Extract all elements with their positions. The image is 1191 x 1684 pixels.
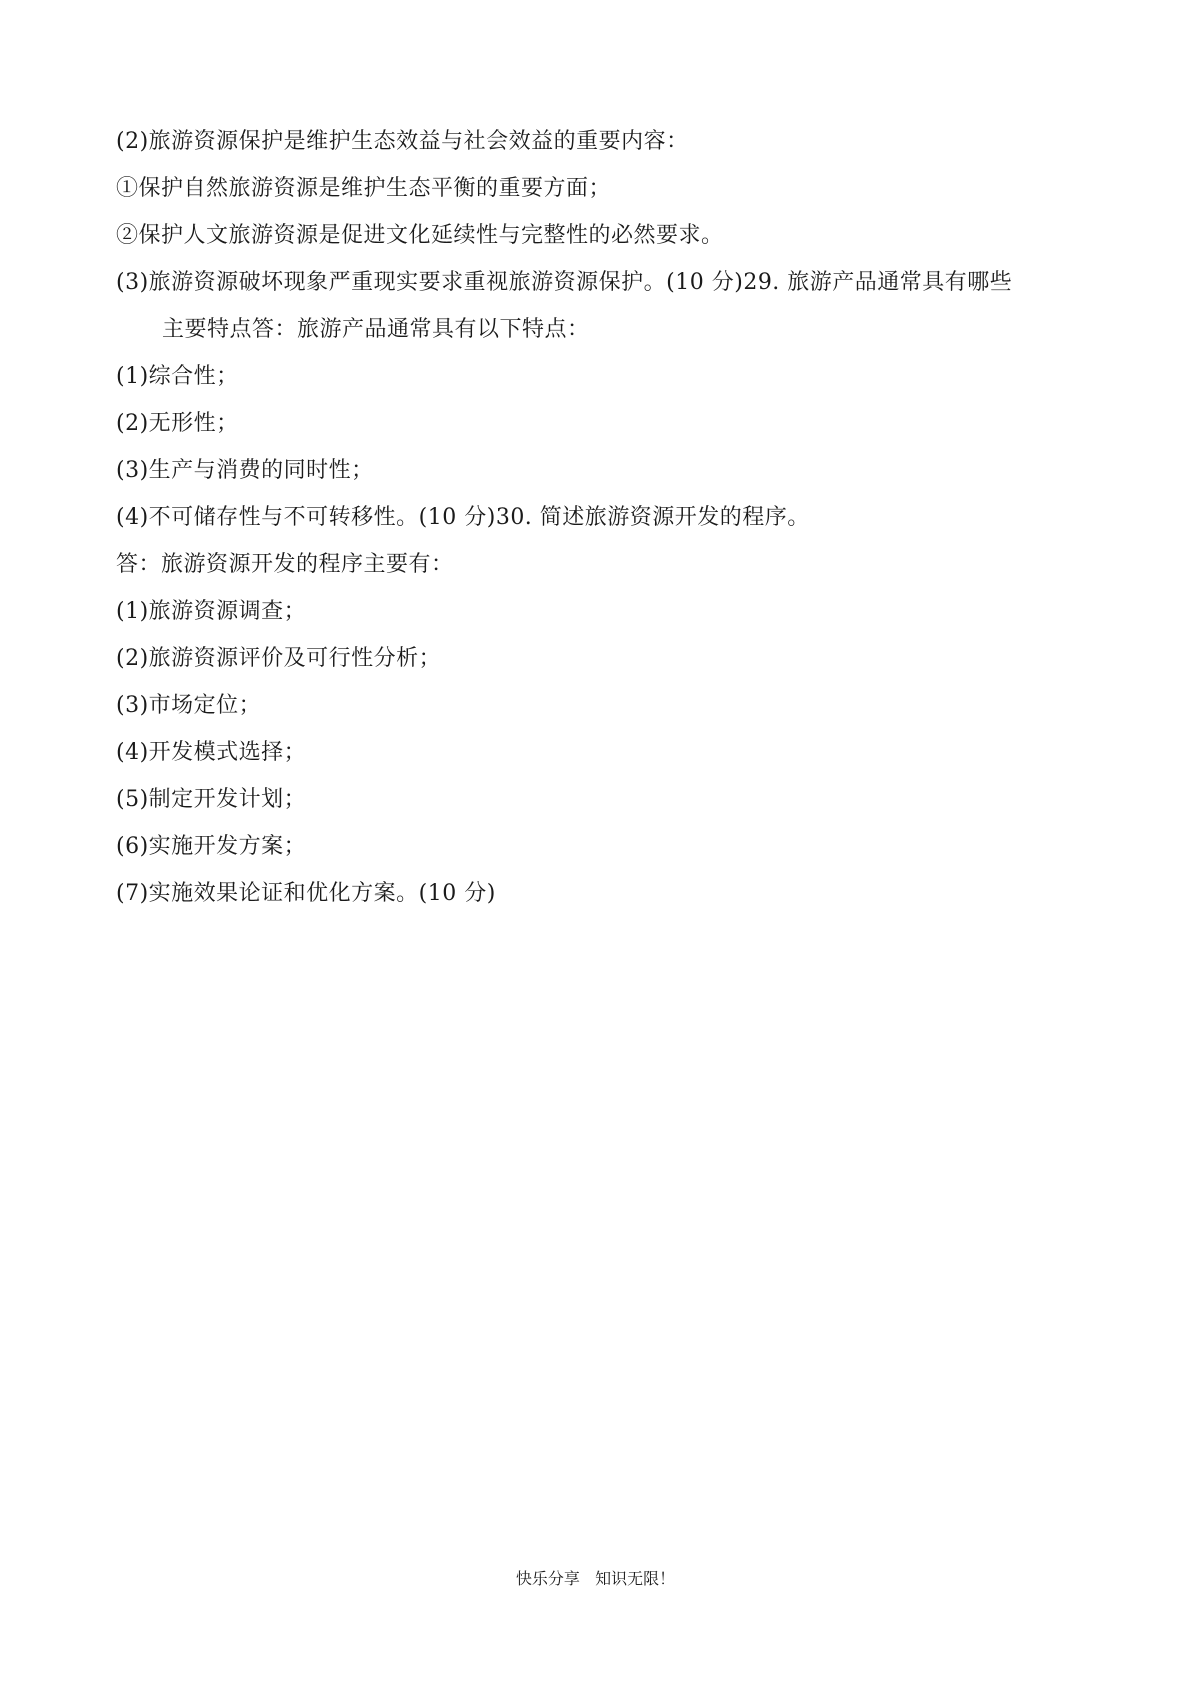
text-line: (7)实施效果论证和优化方案。(10 分)	[116, 881, 496, 906]
text-line: (2)无形性；	[116, 411, 239, 436]
text-line: 答：旅游资源开发的程序主要有：	[116, 552, 454, 577]
text-line: (1)综合性；	[116, 364, 239, 389]
text-line: (2)旅游资源评价及可行性分析；	[116, 646, 442, 671]
text-line: (4)开发模式选择；	[116, 740, 307, 765]
text-line: ①保护自然旅游资源是维护生态平衡的重要方面；	[116, 176, 612, 201]
text-line: 主要特点答：旅游产品通常具有以下特点：	[162, 317, 590, 342]
page-footer: 快乐分享 知识无限！	[515, 1569, 676, 1588]
document-body	[116, 118, 1096, 917]
text-line: (1)旅游资源调查；	[116, 599, 307, 624]
text-line: (3)生产与消费的同时性；	[116, 458, 374, 483]
text-line: (4)不可储存性与不可转移性。(10 分)30. 简述旅游资源开发的程序。	[116, 505, 810, 530]
text-line: (6)实施开发方案；	[116, 834, 307, 859]
text-line: (3)市场定位；	[116, 693, 262, 718]
text-line: ②保护人文旅游资源是促进文化延续性与完整性的必然要求。	[116, 223, 724, 248]
text-line: (3)旅游资源破坏现象严重现实要求重视旅游资源保护。(10 分)29. 旅游产品通常具有哪些	[116, 270, 1013, 295]
text-line: (5)制定开发计划；	[116, 787, 307, 812]
text-line: (2)旅游资源保护是维护生态效益与社会效益的重要内容：	[116, 129, 689, 154]
